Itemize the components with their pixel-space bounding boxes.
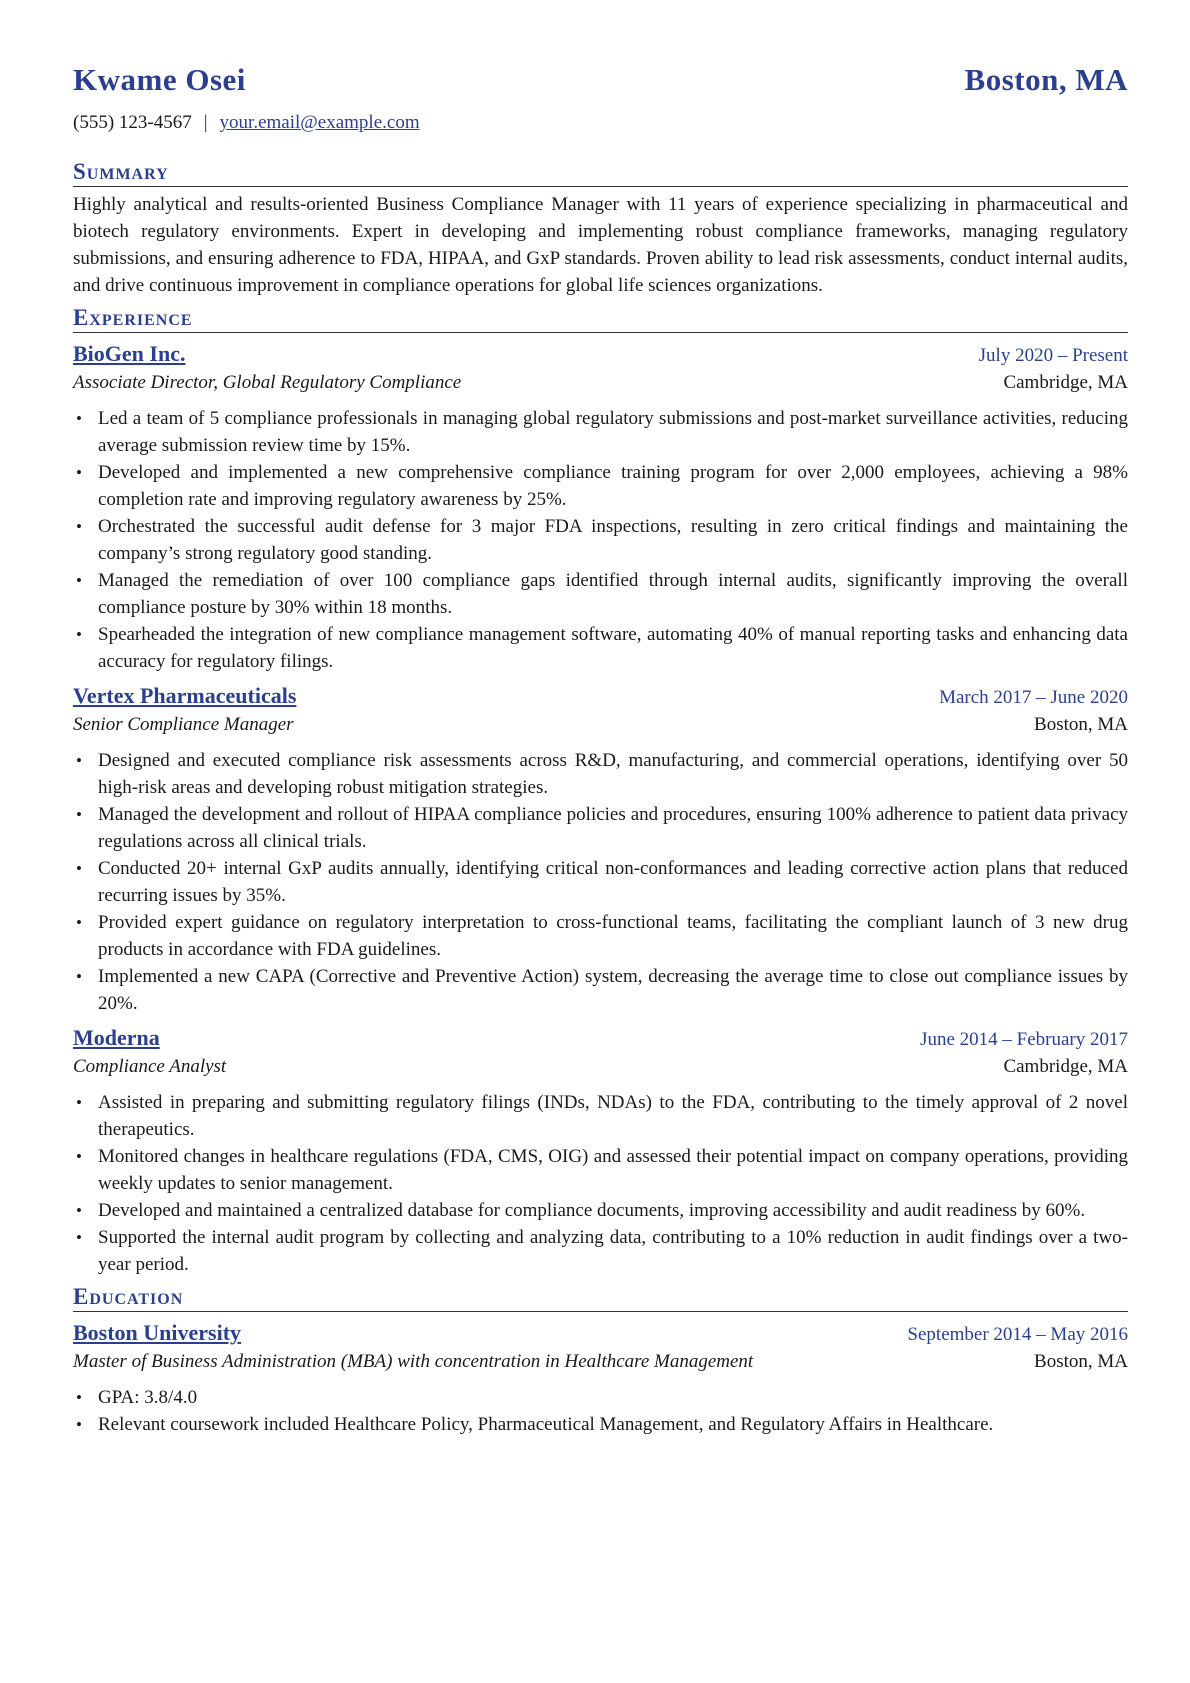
job-location: Cambridge, MA — [1003, 1056, 1128, 1077]
job-bullets — [73, 747, 1128, 1017]
bullet-item: • Developed and maintained a centralized database for compliance documents, improving accessibility and audit readiness by 60%. — [98, 1197, 1128, 1224]
job-location: Cambridge, MA — [1003, 372, 1128, 393]
bullet-item: • Led a team of 5 compliance professionals in managing global regulatory submissions and post-market surveillance activities, reducing average submission review time by 15%. — [98, 405, 1128, 459]
bullet-item: • GPA: 3.8/4.0 — [98, 1384, 1128, 1411]
bullet-item: • Designed and executed compliance risk assessments across R&D, manufacturing, and commercial operations, identifying over 50 high-risk areas and developing robust mitigation strategies. — [98, 747, 1128, 801]
bullet-item: • Managed the development and rollout of HIPAA compliance policies and procedures, ensuring 100% adherence to patient data privacy regulations across all clinical trials. — [98, 801, 1128, 855]
bullet-item: • Assisted in preparing and submitting regulatory filings (INDs, NDAs) to the FDA, contributing to the timely approval of 2 novel therapeutics. — [98, 1089, 1128, 1143]
bullet-item: • Provided expert guidance on regulatory interpretation to cross-functional teams, facilitating the compliant launch of 3 new drug products in accordance with FDA guidelines. — [98, 909, 1128, 963]
bullet-item: • Developed and implemented a new comprehensive compliance training program for over 2,000 employees, achieving a 98% completion rate and improving regulatory awareness by 25%. — [98, 459, 1128, 513]
bullet-item: • Spearheaded the integration of new compliance management software, automating 40% of manual reporting tasks and enhancing data accuracy for regulatory filings. — [98, 621, 1128, 675]
contact-line — [73, 112, 1128, 138]
company-name[interactable]: Vertex Pharmaceuticals — [73, 683, 297, 708]
bullet-item: • Orchestrated the successful audit defense for 3 major FDA inspections, resulting in zero critical findings and maintaining the company’s strong regulatory good standing. — [98, 513, 1128, 567]
company-name[interactable]: Moderna — [73, 1025, 160, 1050]
email-link[interactable]: your.email@example.com — [219, 112, 420, 133]
education-bullets — [73, 1384, 1128, 1438]
bullet-item: • Conducted 20+ internal GxP audits annually, identifying critical non-conformances and leading corrective action plans that reduced recurring issues by 35%. — [98, 855, 1128, 909]
job-dates: July 2020 – Present — [978, 345, 1128, 366]
candidate-location: Boston, MA — [964, 62, 1128, 97]
job-dates: June 2014 – February 2017 — [920, 1029, 1128, 1050]
resume-header — [73, 62, 1128, 106]
section-heading-summary: Summary — [73, 159, 1128, 187]
education-entry — [73, 1318, 1128, 1438]
contact-separator: | — [203, 112, 208, 133]
school-dates: September 2014 – May 2016 — [907, 1324, 1128, 1345]
bullet-item: • Supported the internal audit program by collecting and analyzing data, contributing to a 10% reduction in audit findings over a two-year period. — [98, 1224, 1128, 1278]
job-title: Associate Director, Global Regulatory Compliance — [73, 372, 462, 393]
section-heading-education: Education — [73, 1284, 1128, 1312]
experience-entry — [73, 339, 1128, 675]
company-name[interactable]: BioGen Inc. — [73, 341, 186, 366]
bullet-item: • Managed the remediation of over 100 compliance gaps identified through internal audits, significantly improving the overall compliance posture by 30% within 18 months. — [98, 567, 1128, 621]
job-bullets — [73, 405, 1128, 675]
school-location: Boston, MA — [1034, 1351, 1128, 1372]
degree-title: Master of Business Administration (MBA) with concentration in Healthcare Management — [73, 1351, 754, 1372]
job-location: Boston, MA — [1034, 714, 1128, 735]
job-title: Senior Compliance Manager — [73, 714, 294, 735]
experience-entry — [73, 1023, 1128, 1278]
candidate-name: Kwame Osei — [73, 62, 246, 97]
school-name[interactable]: Boston University — [73, 1320, 242, 1345]
job-title: Compliance Analyst — [73, 1056, 227, 1077]
job-bullets — [73, 1089, 1128, 1278]
bullet-item: • Monitored changes in healthcare regulations (FDA, CMS, OIG) and assessed their potential impact on company operations, providing weekly updates to senior management. — [98, 1143, 1128, 1197]
experience-entry — [73, 681, 1128, 1017]
section-heading-experience: Experience — [73, 305, 1128, 333]
summary-text: Highly analytical and results-oriented Business Compliance Manager with 11 years of experience specializing in pharmaceutical and biotech regulatory environments. Expert in developing and implementing robust compliance frameworks, managing regulatory submissions, and ensuring adherence to FDA, HIPAA, and GxP standards. Proven ability to lead risk assessments, conduct internal audits, and drive continuous improvement in compliance operations for global life sciences organizations. — [73, 194, 1128, 296]
phone-number: (555) 123-4567 — [73, 112, 192, 133]
bullet-item: • Relevant coursework included Healthcare Policy, Pharmaceutical Management, and Regulatory Affairs in Healthcare. — [98, 1411, 1128, 1438]
bullet-item: • Implemented a new CAPA (Corrective and Preventive Action) system, decreasing the average time to close out compliance issues by 20%. — [98, 963, 1128, 1017]
job-dates: March 2017 – June 2020 — [939, 687, 1128, 708]
